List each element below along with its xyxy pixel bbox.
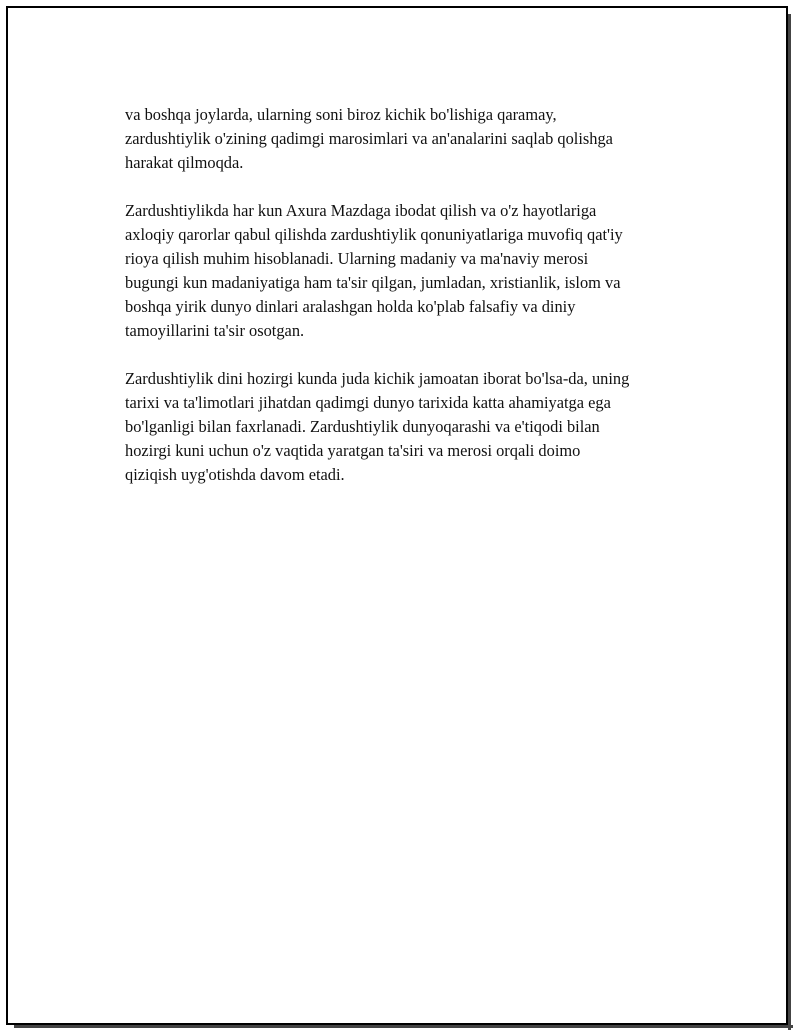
paragraph-1: [125, 103, 705, 175]
page-frame: [6, 6, 788, 1025]
text-line: tarixi va ta'limotlari jihatdan qadimgi dunyo tarixida katta ahamiyatga ega: [125, 393, 611, 412]
text-line: Zardushtiylikda har kun Axura Mazdaga ibodat qilish va o'z hayotlariga: [125, 201, 597, 220]
text-line: axloqiy qarorlar qabul qilishda zardushtiylik qonuniyatlariga muvofiq qat'iy: [125, 225, 623, 244]
text-line: tamoyillarini ta'sir osotgan.: [125, 321, 305, 340]
text-line: zardushtiylik o'zining qadimgi marosimlari va an'analarini saqlab qolishga: [125, 129, 613, 148]
text-line: bo'lganligi bilan faxrlanadi. Zardushtiylik dunyoqarashi va e'tiqodi bilan: [125, 417, 600, 436]
text-line: rioya qilish muhim hisoblanadi. Ularning madaniy va ma'naviy merosi: [125, 249, 589, 268]
paragraph-2: [125, 199, 705, 343]
text-line: harakat qilmoqda.: [125, 153, 244, 172]
text-line: Zardushtiylik dini hozirgi kunda juda kichik jamoatan iborat bo'lsa-da, uning: [125, 369, 630, 388]
text-line: boshqa yirik dunyo dinlari aralashgan holda ko'plab falsafiy va diniy: [125, 297, 576, 316]
text-line: qiziqish uyg'otishda davom etadi.: [125, 465, 345, 484]
paragraph-3: [125, 367, 705, 487]
text-line: hozirgi kuni uchun o'z vaqtida yaratgan ta'siri va merosi orqali doimo: [125, 441, 581, 460]
text-line: bugungi kun madaniyatiga ham ta'sir qilgan, jumladan, xristianlik, islom va: [125, 273, 621, 292]
document-body: [125, 103, 705, 511]
text-line: va boshqa joylarda, ularning soni biroz kichik bo'lishiga qaramay,: [125, 105, 557, 124]
